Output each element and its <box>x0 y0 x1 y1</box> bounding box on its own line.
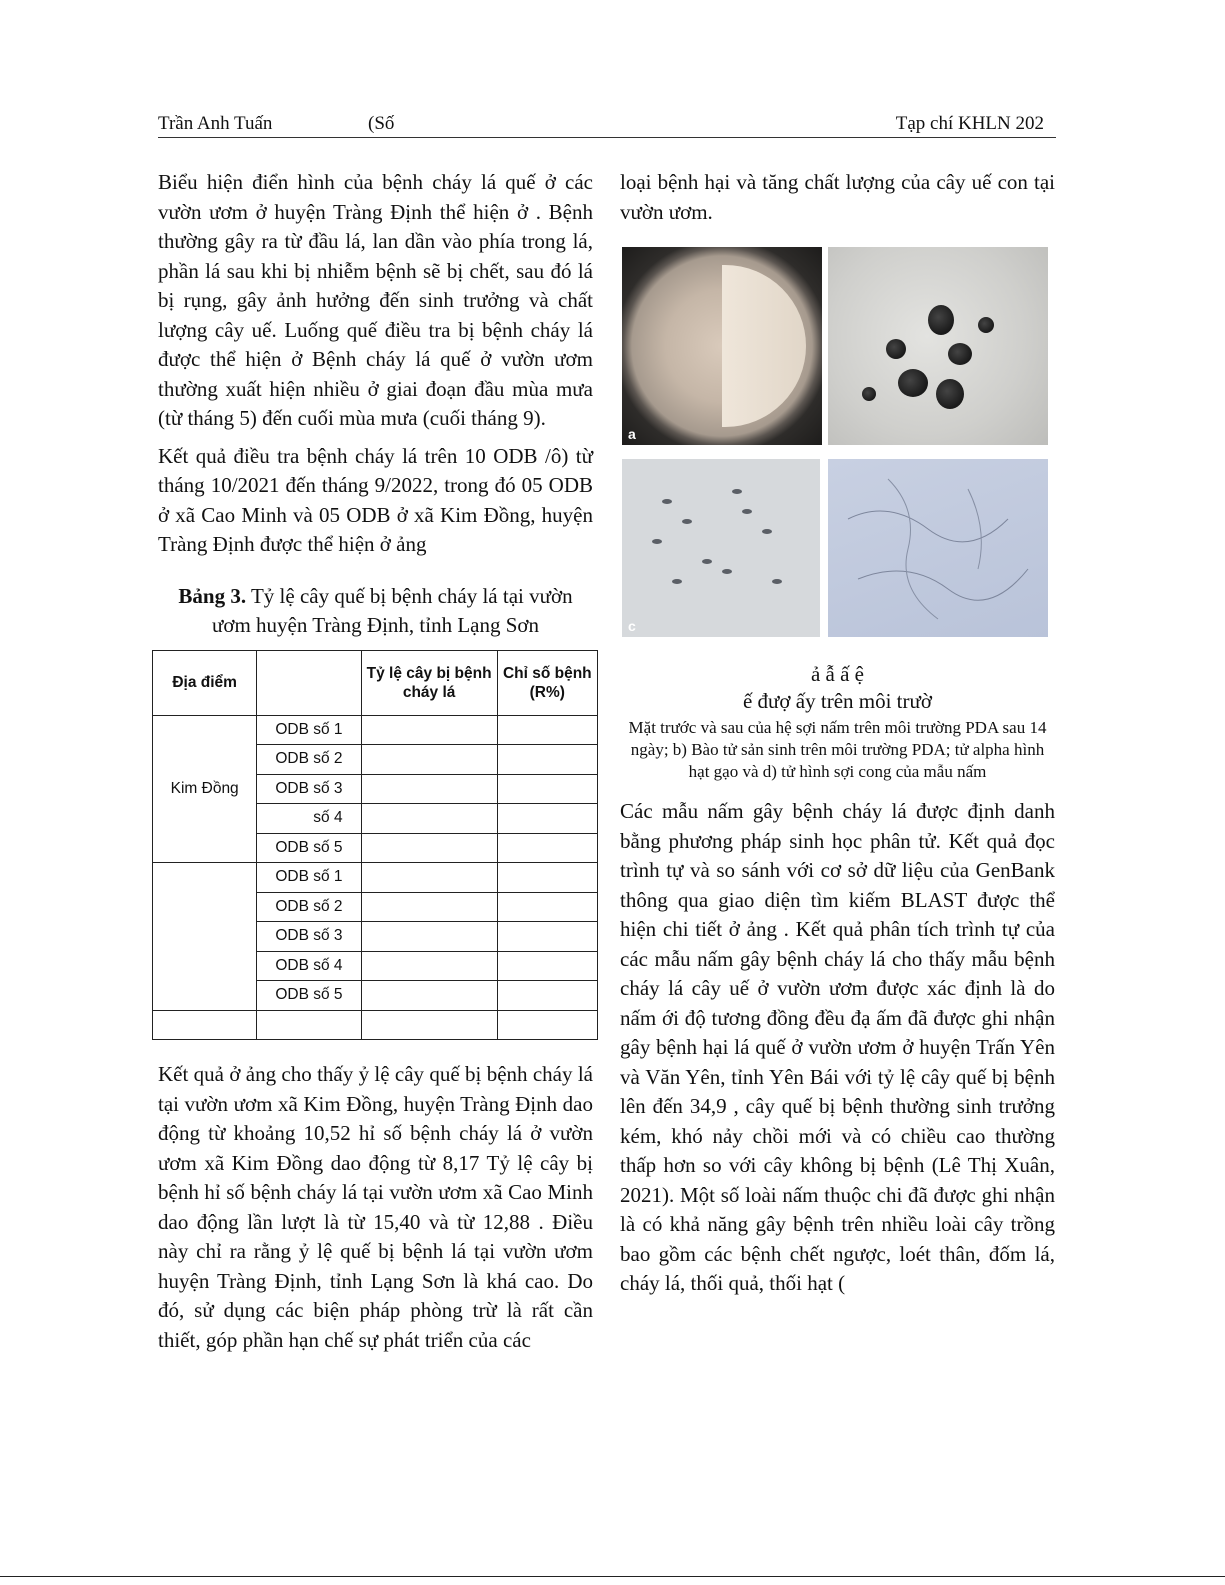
figure-caption-text: Mặt trước và sau của hệ sợi nấm trên môi trường PDA sau 14 ngày; b) Bào tử sản sinh trên môi trường PDA; tử alpha hình hạt gạo và d) tử hình sợi cong của mẫu nấm <box>628 718 1047 781</box>
mycelium-reverse-side <box>722 265 806 427</box>
header-journal: Tạp chí KHLN 202 <box>895 113 1044 134</box>
th-plot <box>257 650 361 715</box>
table-row <box>153 715 598 745</box>
photo-d-beta-spores <box>828 459 1048 637</box>
rate-cell <box>361 804 497 834</box>
left-paragraph-3: Kết quả ở ảng cho thấy ỷ lệ cây quế bị bệnh cháy lá tại vườn ươm xã Kim Đồng, huyện Tràng Định dao động từ khoảng 10,52 hỉ số bệnh cháy lá ở vườn ươm xã Kim Đồng dao động từ 8,17 Tỷ lệ cây bị bệnh hỉ số bệnh cháy lá tại vườn ươm xã Cao Minh dao động lần lượt là từ 15,40 và từ 12,88 . Điều này chỉ ra rằng ỷ lệ quế bị bệnh lá tại vườn ươm huyện Tràng Định, tỉnh Lạng Sơn là khá cao. Do đó, sử dụng các biện pháp phòng trừ là rất cần thiết, góp phần hạn chế sự phát triển của các <box>158 1062 593 1352</box>
rate-cell <box>361 922 497 952</box>
spore <box>772 579 782 584</box>
right-paragraph-2: Các mẫu nấm gây bệnh cháy lá được định danh bằng phương pháp sinh học phân tử. Kết quả đọc trình tự và so sánh với cơ sở dữ liệu của GenBank thông qua giao diện tìm kiếm BLAST được thể hiện chi tiết ở ảng . Kết quả phân tích trình tự của các mẫu nấm gây bệnh cháy lá cho thấy mẫu bệnh cháy lá cây uế ở vườn ươm được xác định là do nấm ới độ tương đồng đều đạ ấm đã được ghi nhận gây bệnh hại lá quế ở vườn ươm ở huyện Trấn Yên và Văn Yên, tỉnh Yên Bái với tỷ lệ cây quế bị bệnh lên đến 34,9 , cây quế bị bệnh thường sinh trưởng kém, khó nảy chồi mới và có chiều cao thường thấp hơn so với cây không bị bệnh (Lê Thị Xuân, 2021). Một số loài nấm thuộc chi đã được ghi nhận là có khả năng gây bệnh trên nhiều loài cây trồng bao gồm các bệnh chết ngược, loét thân, đốm lá, cháy lá, thối quả, thối hạt ( <box>620 799 1055 1295</box>
plot-cell: ODB số 5 <box>257 833 361 863</box>
table-row-summary <box>153 1010 598 1040</box>
th-index: Chỉ số bệnh (R%) <box>497 650 597 715</box>
header-author: Trần Anh Tuấn <box>158 113 273 134</box>
spore <box>732 489 742 494</box>
spore <box>652 539 662 544</box>
group-kim-dong: Kim Đồng <box>153 715 257 863</box>
pycnidium <box>948 343 972 365</box>
summary-cell <box>153 1010 257 1040</box>
rate-cell <box>361 745 497 775</box>
plot-cell: ODB số 2 <box>257 745 361 775</box>
spore <box>742 509 752 514</box>
plot-cell: ODB số 1 <box>257 863 361 893</box>
plot-cell: ODB số 3 <box>257 922 361 952</box>
spore <box>682 519 692 524</box>
index-cell <box>497 774 597 804</box>
pycnidium <box>928 305 954 335</box>
index-cell <box>497 922 597 952</box>
figure-caption-line-1: ả ẫ ấ ệ <box>810 662 865 686</box>
rate-cell <box>361 774 497 804</box>
right-paragraph-1: loại bệnh hại và tăng chất lượng của cây uế con tại vườn ươm. <box>620 170 1055 224</box>
index-cell <box>497 715 597 745</box>
table-row <box>153 863 598 893</box>
index-cell <box>497 804 597 834</box>
right-column <box>620 168 1055 1307</box>
figure-caption-line-2: ế đượ ấy trên môi trườ <box>742 689 932 713</box>
left-column <box>158 168 593 1363</box>
table-caption-label: Bảng 3. <box>178 583 247 608</box>
index-cell <box>497 833 597 863</box>
index-cell <box>497 745 597 775</box>
rate-cell <box>361 892 497 922</box>
summary-cell <box>497 1010 597 1040</box>
hyphae-drawing <box>828 459 1048 637</box>
pycnidium <box>886 339 906 359</box>
photo-c-alpha-spores <box>622 459 820 637</box>
plot-cell: ODB số 1 <box>257 715 361 745</box>
photo-label-c: c <box>628 618 636 634</box>
plot-cell: ODB số 3 <box>257 774 361 804</box>
th-rate: Tỷ lệ cây bị bệnh cháy lá <box>361 650 497 715</box>
figure-caption-title <box>620 661 1055 715</box>
plot-cell: ODB số 5 <box>257 981 361 1011</box>
rate-cell <box>361 833 497 863</box>
summary-cell <box>361 1010 497 1040</box>
summary-cell <box>257 1010 361 1040</box>
table-caption-text: Tỷ lệ cây quế bị bệnh cháy lá tại vườn ươm huyện Tràng Định, tỉnh Lạng Sơn <box>211 583 573 637</box>
index-cell <box>497 863 597 893</box>
spore <box>762 529 772 534</box>
spore <box>722 569 732 574</box>
th-location: Địa điểm <box>153 650 257 715</box>
index-cell <box>497 981 597 1011</box>
header-rule <box>158 137 1056 138</box>
left-paragraph-1: Biểu hiện điển hình của bệnh cháy lá quế ở các vườn ươm ở huyện Tràng Định thể hiện ở . Bệnh thường gây ra từ đầu lá, lan dần vào phía trong lá, phần lá sau khi bị nhiễm bệnh sẽ bị chết, sau đó lá bị rụng, gây ảnh hưởng đến sinh trưởng và chất lượng cây uế. Luống quế điều tra bị bệnh cháy lá được thể hiện ở Bệnh cháy lá quế ở vườn ươm thường xuất hiện nhiều ở giai đoạn đầu mùa mưa (từ tháng 5) đến cuối mùa mưa (cuối tháng 9). <box>158 170 593 430</box>
pycnidium <box>862 387 876 401</box>
table-header-row <box>153 650 598 715</box>
photo-b-pycnidia <box>828 247 1048 445</box>
header-issue: (Số <box>368 113 395 134</box>
spore <box>672 579 682 584</box>
rate-cell <box>361 981 497 1011</box>
plot-cell: ODB số 2 <box>257 892 361 922</box>
table-caption <box>158 582 593 640</box>
page-bottom-rule <box>0 1576 1225 1577</box>
plot-cell: số 4 <box>257 804 361 834</box>
rate-cell <box>361 715 497 745</box>
spore <box>662 499 672 504</box>
pycnidium <box>978 317 994 333</box>
rate-cell <box>361 951 497 981</box>
photo-label-a: a <box>628 426 636 442</box>
page-header <box>158 110 1056 138</box>
spore <box>702 559 712 564</box>
pycnidium <box>936 379 964 409</box>
rate-cell <box>361 863 497 893</box>
index-cell <box>497 951 597 981</box>
fungus-figure <box>622 247 1058 643</box>
left-paragraph-2: Kết quả điều tra bệnh cháy lá trên 10 ODB /ô) từ tháng 10/2021 đến tháng 9/2022, trong đó 05 ODB ở xã Cao Minh và 05 ODB ở xã Kim Đồng, huyện Tràng Định được thể hiện ở ảng <box>158 443 593 556</box>
group-cao-minh <box>153 863 257 1011</box>
pycnidium <box>898 369 928 397</box>
index-cell <box>497 892 597 922</box>
photo-a-petri-dish <box>622 247 822 445</box>
plot-cell: ODB số 4 <box>257 951 361 981</box>
disease-table <box>152 650 598 1041</box>
